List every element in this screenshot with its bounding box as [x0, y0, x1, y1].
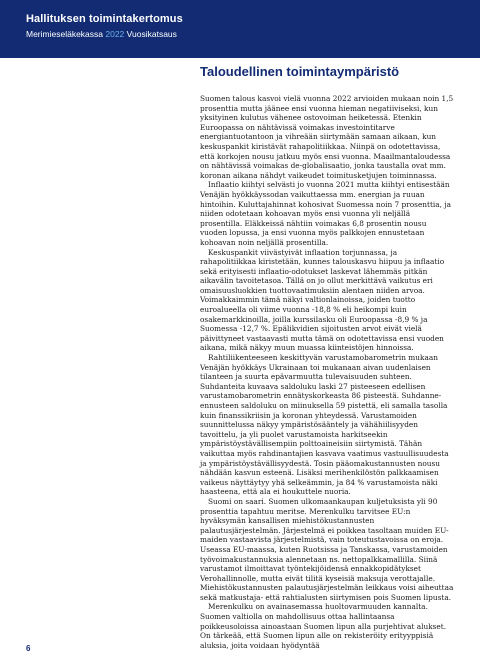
paragraph-3: Keskuspankit viivästyivät inflaation torjunnassa, ja rahapolitiikkaa kiristetään, kunnes talouskasvu hiipuu ja inflaatio sekä erityisesti inflaatio-odotukset laskevat lähemmäs pitkän aikavälin tavoitetasoa. Tällä on jo ollut merkittävä vaikutus eri omaisuusluokkien tuottovaatimuksiin alentaen niiden arvoa. Voimakkaimmin tämä näkyi valtionlainoissa, joiden tuotto euroalueella oli viime vuonna -18,8 % eli heikompi kuin osakemarkkinoilla, joilla kurssilasku oli Euroopassa -8,9 % ja Suomessa -12,7 %. Epälikvidien sijoitusten arvot eivät vielä päivittyneet vastaavasti mutta tämä on odotettavissa ensi vuoden aikana, mikä näkyy muun muassa kiinteistöjen hinnoissa. [200, 247, 445, 353]
paragraph-6: Merenkulku on avainasemassa huoltovarmuuden kannalta. Suomen valtiolla on mahdollisuus ottaa hallintaansa poikkeusoloissa ainoastaan Suomen lipun alla purjehtivat alukset. On tärkeää, että Suomen lipun alle on rekisteröity erityyppisiä aluksia, joita voidaan hyödyntää [200, 602, 447, 650]
left-margin-area [0, 58, 186, 672]
page-number: 6 [26, 644, 31, 653]
paragraph-5: Suomi on saari. Suomen ulkomaankaupan kuljetuksista yli 90 prosenttia tapahtuu meritse. Merenkulku tarvitsee EU:n hyväksymän kansallisen miehistökustannusten palautusjärjestelmän. Järjestelmä ei poikkea tasoltaan muiden EU- maiden vastaavista järjestelmistä, vain toteutustavoissa on eroja. Useassa EU-maassa, kuten Ruotsissa ja Tanskassa, varustamoiden työvoimakustannuksia alennetaan ns. nettopalkkamallilla. Siinä varustamot ilmoittavat työntekijöidensä ennakkopidätykset Verohallinnolle, mutta eivät tilitä kyseisiä maksuja verottajalle. Miehistökustannusten palautusjärjestelmän leikkaus voisi aiheuttaa sekä matkustaja- että rahtialusten siirtymisen pois Suomen lipusta. [200, 496, 454, 602]
subtitle-org: Merimieseläkekassa [26, 29, 106, 39]
report-title: Hallituksen toimintakertomus [26, 13, 183, 25]
body-text [200, 94, 454, 650]
section-title: Taloudellinen toimintaympäristö [200, 64, 400, 79]
report-subtitle [26, 29, 177, 39]
paragraph-2: Inflaatio kiihtyi selvästi jo vuonna 2021 mutta kiihtyi entisestään Venäjän hyökkäyssodan vaikuttaessa mm. energian ja ruuan hintoihin. Kuluttajahinnat kohosivat Suomessa noin 7 prosenttia, ja niiden odotetaan kohoavan myös ensi vuonna yli neljällä prosentilla. Eläkkeissä nähtiin voimakas 6,8 prosentin nousu vuoden lopussa, ja ensi vuonna myös palkkojen ennustetaan kohoavan noin neljällä prosentilla. [200, 180, 451, 247]
header-band [0, 0, 480, 58]
paragraph-1: Suomen talous kasvoi vielä vuonna 2022 arvioiden mukaan noin 1,5 prosenttia mutta jäänee ensi vuonna hieman negatiiviseksi, kun yksityinen kulutus vähenee ostovoiman heiketessä. Etenkin Euroopassa on nähtävissä voimakas investointitarve energiantuotantoon ja vihreään siirtymään samaan aikaan, kun keskuspankit kiristävät rahapolitiikkaa. Niinpä on odotettavissa, että korkojen nousu jatkuu myös ensi vuonna. Maailmantaloudessa on nähtävissä voimakas de-globalisaatio, jonka taustalla ovat mm. koronan aikana nähdyt vaikeudet toimitusketjujen toiminnassa. [200, 94, 454, 180]
subtitle-year: 2022 [105, 29, 125, 39]
paragraph-4: Rahtiliikenteeseen keskittyvän varustamobarometrin mukaan Venäjän hyökkäys Ukrainaan toi mukanaan aivan uudenlaisen tilanteen ja suurta epävarmuutta tulevaisuuden suhteen. Suhdanteita kuvaava saldoluku laski 27 pisteeseen edellisen varustamobarometrin ennätyskorkeasta 86 pisteestä. Suhdanne-ennusteen saldoluku on miinuksella 59 pistettä, eli samalla tasolla kuin finanssikriisin ja koronan yhteydessä. Varustamoiden suunnittelussa näkyy ympäristösääntely ja vähähiilisyyden tavoittelu, ja yli puolet varustamoista harkitseekin ympäristöystävällisempiin polttoaineisiin siirtymistä. Tähän vaikuttaa myös rahdinantajien kasvava vaatimus vastuullisuudesta ja ympäristöystävällisyydestä. Tosin pääomakustannusten nousu nähdään kasvun esteenä. Lisäksi merihenkilöstön palkkaamisen vaikeus näyttäytyy yhä selkeämmin, ja 84 % varustamoista näki haasteena, että ala ei houkuttele nuoria. [200, 353, 449, 497]
subtitle-suffix: Vuosikatsaus [124, 29, 177, 39]
